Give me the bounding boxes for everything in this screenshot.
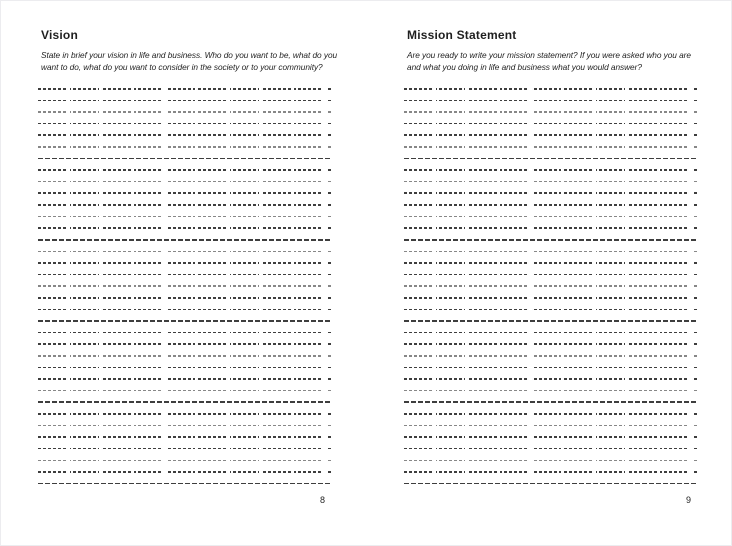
writing-line: [38, 390, 332, 392]
writing-line: [404, 239, 698, 241]
writing-line: [404, 309, 698, 311]
page-vision: [38, 1, 338, 545]
writing-line: [38, 111, 332, 113]
writing-line: [38, 204, 332, 206]
writing-line: [38, 332, 332, 334]
writing-line: [404, 297, 698, 299]
writing-line: [38, 192, 332, 194]
writing-line: [38, 285, 332, 287]
writing-line: [404, 181, 698, 183]
writing-line: [404, 204, 698, 206]
writing-line: [404, 158, 698, 160]
writing-line: [38, 169, 332, 171]
writing-line: [38, 413, 332, 415]
writing-line: [404, 320, 698, 322]
writing-line: [404, 355, 698, 357]
writing-line: [404, 401, 698, 403]
page-title: Mission Statement: [407, 28, 517, 42]
writing-line: [404, 146, 698, 148]
writing-line: [404, 425, 698, 427]
writing-line: [404, 274, 698, 276]
writing-line: [404, 413, 698, 415]
writing-line: [404, 262, 698, 264]
writing-line: [404, 436, 698, 438]
writing-line: [38, 355, 332, 357]
writing-line: [404, 192, 698, 194]
writing-line: [404, 100, 698, 102]
writing-line: [404, 390, 698, 392]
writing-line: [404, 251, 698, 253]
page-title: Vision: [41, 28, 78, 42]
writing-line: [404, 367, 698, 369]
writing-lines: [38, 88, 332, 494]
writing-line: [38, 251, 332, 253]
writing-line: [404, 169, 698, 171]
writing-line: [38, 343, 332, 345]
page-instructions: Are you ready to write your mission statement? If you were asked who you are and what you doing in life and business what you would answer?: [407, 50, 691, 72]
writing-line: [38, 401, 332, 403]
page-number: 8: [319, 495, 325, 505]
writing-line: [38, 274, 332, 276]
writing-line: [404, 343, 698, 345]
writing-line: [404, 123, 698, 125]
writing-line: [404, 111, 698, 113]
writing-lines: [404, 88, 698, 494]
writing-line: [38, 309, 332, 311]
writing-line: [38, 448, 332, 450]
writing-line: [404, 134, 698, 136]
writing-line: [38, 297, 332, 299]
writing-line: [38, 320, 332, 322]
writing-line: [404, 88, 698, 90]
writing-line: [404, 227, 698, 229]
writing-line: [38, 158, 332, 160]
writing-line: [404, 471, 698, 473]
writing-line: [38, 227, 332, 229]
page-mission-statement: [404, 1, 698, 545]
writing-line: [38, 239, 332, 241]
writing-line: [38, 436, 332, 438]
writing-line: [38, 378, 332, 380]
writing-line: [38, 216, 332, 218]
writing-line: [38, 367, 332, 369]
writing-line: [404, 460, 698, 462]
page-instructions: State in brief your vision in life and business. Who do you want to be, what do you want to do, what do you want to consider in the society or to your community?: [41, 50, 338, 72]
writing-line: [38, 88, 332, 90]
writing-line: [38, 134, 332, 136]
writing-line: [38, 460, 332, 462]
writing-line: [404, 378, 698, 380]
page-number: 9: [685, 495, 691, 505]
writing-line: [404, 483, 698, 485]
writing-line: [404, 332, 698, 334]
writing-line: [404, 216, 698, 218]
writing-line: [38, 471, 332, 473]
writing-line: [38, 181, 332, 183]
writing-line: [38, 123, 332, 125]
writing-line: [404, 448, 698, 450]
writing-line: [38, 146, 332, 148]
writing-line: [38, 100, 332, 102]
writing-line: [38, 425, 332, 427]
writing-line: [404, 285, 698, 287]
writing-line: [38, 483, 332, 485]
writing-line: [38, 262, 332, 264]
